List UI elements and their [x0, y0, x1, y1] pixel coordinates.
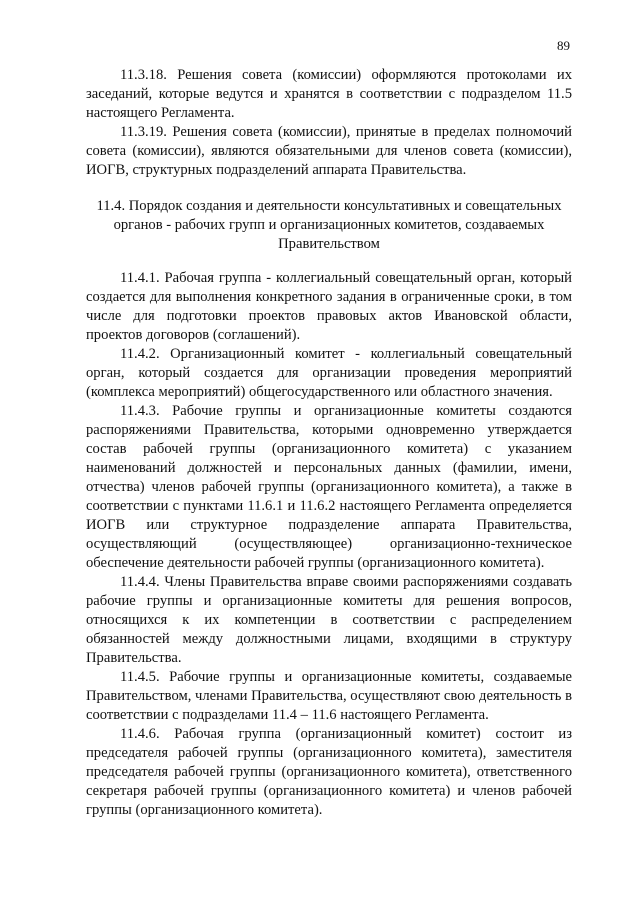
paragraph-11-4-4: 11.4.4. Члены Правительства вправе своими распоряжениями создавать рабочие группы и организационные комитеты для решения вопросов, относящихся к их компетенции в соответствии с распределением обязанностей между должностными лицами, входящими в структуру Правительства.: [86, 574, 572, 666]
document-body: [86, 66, 572, 820]
paragraph-11-4-6: 11.4.6. Рабочая группа (организационный комитет) состоит из председателя рабочей группы (организационного комитета), заместителя председателя рабочей группы (организационного комитета), ответственного секретаря рабочей группы (организационного комитета) и членов рабочей группы (организационного комитета).: [86, 726, 572, 818]
page-number: 89: [557, 38, 570, 53]
paragraph-11-4-2: 11.4.2. Организационный комитет - коллегиальный совещательный орган, который создается для организации проведения мероприятий (комплекса мероприятий) общегосударственного или областного значения.: [86, 346, 572, 400]
paragraph-11-4-1: 11.4.1. Рабочая группа - коллегиальный совещательный орган, который создается для выполнения конкретного задания в ограниченные сроки, в том числе для подготовки проектов правовых актов Ивановской области, проектов договоров (соглашений).: [86, 270, 572, 343]
paragraph-11-4-3: 11.4.3. Рабочие группы и организационные комитеты создаются распоряжениями Правительства, которыми одновременно утверждается состав рабочей группы (организационного комитета) с указанием наименований должностей и персональных данных (фамилии, имени, отчества) членов рабочей группы (организационного комитета), а также в соответствии с пунктами 11.6.1 и 11.6.2 настоящего Регламента определяется ИОГВ или структурное подразделение аппарата Правительства, осуществляющий (осуществляющее) организационно-техническое обеспечение деятельности рабочей группы (организационного комитета).: [86, 403, 572, 571]
paragraph-11-3-18: 11.3.18. Решения совета (комиссии) оформляются протоколами их заседаний, которые ведутся и хранятся в соответствии с подразделом 11.5 настоящего Регламента.: [86, 67, 572, 121]
section-heading-11-4: 11.4. Порядок создания и деятельности консультативных и совещательных органов - рабочих групп и организационных комитетов, создаваемых Правительством: [96, 198, 562, 252]
paragraph-11-4-5: 11.4.5. Рабочие группы и организационные комитеты, создаваемые Правительством, членами Правительства, осуществляют свою деятельность в соответствии с подразделами 11.4 – 11.6 настоящего Регламента.: [86, 669, 572, 723]
paragraph-11-3-19: 11.3.19. Решения совета (комиссии), принятые в пределах полномочий совета (комиссии), являются обязательными для членов совета (комиссии), ИОГВ, структурных подразделений аппарата Правительства.: [86, 124, 572, 178]
